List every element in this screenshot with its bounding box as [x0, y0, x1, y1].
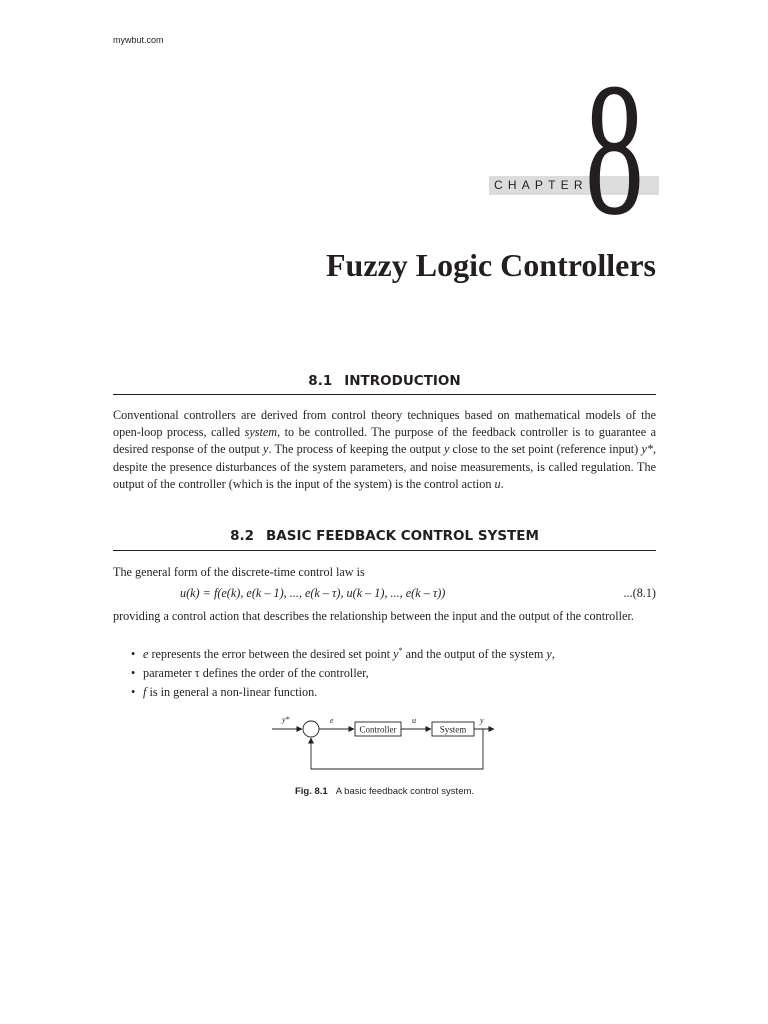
definition-list [131, 641, 555, 703]
text-run: y [263, 442, 269, 457]
list-item [131, 641, 555, 664]
controller-label: Controller [359, 724, 397, 735]
section-number: 8.1 [308, 373, 333, 389]
after-equation-paragraph: providing a control action that describes the relationship between the input and the output of the controller. [113, 609, 634, 623]
bullet-icon: • [131, 685, 136, 700]
text-run: system [244, 425, 278, 440]
feedback-path [311, 729, 483, 769]
text-run: u [494, 476, 501, 491]
text-run: close to the set point (reference input) [449, 442, 642, 457]
section-title: INTRODUCTION [344, 373, 461, 389]
text-run: y* [641, 442, 653, 457]
intro-paragraph [113, 407, 656, 493]
text-run: , despite the presence disturbances of the system parameters, and noise measurements, is called regulation. The output of the controller (which is the input of the system) is the control action [113, 442, 656, 491]
text-run: * [398, 646, 403, 655]
section-title: BASIC FEEDBACK CONTROL SYSTEM [266, 528, 539, 544]
system-label: System [439, 724, 467, 735]
section-heading-feedback [113, 528, 656, 544]
text-run: . The process of keeping the output [268, 442, 444, 457]
chapter-number: 8 [585, 45, 644, 255]
text-run: , [551, 647, 555, 662]
u-label: u [412, 716, 416, 725]
figure-caption [113, 786, 656, 797]
equation-8-1 [180, 586, 445, 601]
ystar-label: y* [282, 715, 290, 724]
feedback-diagram [268, 712, 498, 774]
list-item [131, 664, 555, 683]
text-run: . [500, 476, 504, 491]
text-run: e [143, 647, 149, 662]
control-law-intro: The general form of the discrete-time control law is [113, 565, 365, 579]
text-run: parameter [143, 666, 195, 681]
text-run: y [443, 442, 450, 457]
list-item [131, 683, 555, 702]
text-run: is in general a non-linear function. [146, 685, 318, 700]
y-label: y [480, 716, 484, 725]
text-run: defines the order of the controller, [199, 666, 369, 681]
chapter-title: Fuzzy Logic Controllers [325, 247, 656, 283]
section-number: 8.2 [230, 528, 254, 544]
equation-text: u(k) = f(e(k), e(k – 1), ..., e(k – τ), u(k – 1), ..., e(k – τ)) [180, 586, 446, 600]
text-run: y [546, 647, 552, 662]
text-run: represents the error between the desired set point [148, 647, 394, 662]
figure-label: Fig. 8.1 [294, 786, 328, 797]
text-run: , to be controlled. The purpose of the feedback controller is to guarantee a desired response of the output [113, 425, 657, 457]
bullet-icon: • [131, 647, 136, 662]
bullet-icon: • [131, 666, 136, 681]
section-rule [113, 394, 656, 395]
text-run: y [393, 647, 399, 662]
section-heading-introduction [113, 373, 656, 389]
summing-junction [303, 721, 319, 737]
text-run: τ [194, 666, 200, 681]
chapter-label: CHAPTER [494, 178, 588, 192]
text-run: Conventional controllers are derived from control theory techniques based on mathematical models of the open-loop process, called [113, 408, 656, 440]
equation-number: ...(8.1) [623, 586, 656, 600]
text-run: and the output of the system [402, 647, 547, 662]
section-rule [113, 550, 656, 551]
e-label: e [330, 716, 334, 725]
text-run: f [143, 685, 147, 700]
site-watermark: mywbut.com [113, 35, 164, 45]
figure-caption-text: A basic feedback control system. [335, 786, 475, 797]
